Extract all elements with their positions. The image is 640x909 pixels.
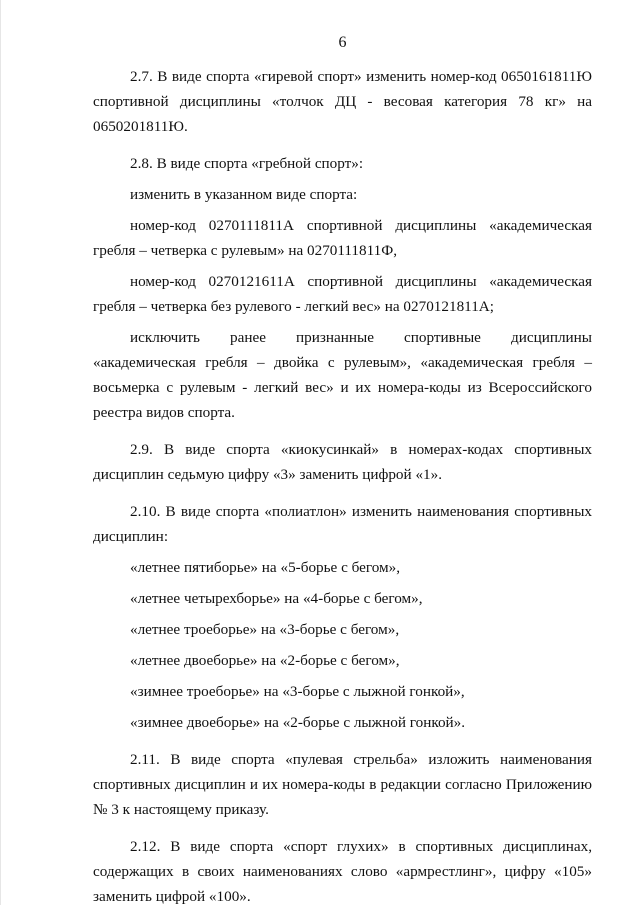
list-item: «зимнее двоеборье» на «2-борье с лыжной гонкой». [130, 714, 466, 731]
list-item: «летнее четырехборье» на «4-борье с бегом», [130, 590, 423, 607]
paragraph-code-change-2: номер-код 0270121611А спортивной дисциплины «академическая гребля – четверка без рулевого - легкий вес» на 0270121811А; [93, 273, 592, 315]
page-number: 6 [338, 34, 347, 51]
paragraph-change-intro: изменить в указанном виде спорта: [130, 186, 358, 203]
list-item: «летнее пятиборье» на «5-борье с бегом», [130, 559, 401, 576]
list-item: «летнее двоеборье» на «2-борье с бегом», [130, 652, 400, 669]
paragraph-exclude: исключить ранее признанные спортивные дисциплины «академическая гребля – двойка с рулевым», «академическая гребля – восьмерка с рулевым - легкий вес» и их номера-коды из Всероссийского реестра видов спорта. [93, 329, 592, 421]
document-body [93, 64, 592, 909]
paragraph-2-8: 2.8. В виде спорта «гребной спорт»: [130, 155, 364, 172]
paragraph-2-10: 2.10. В виде спорта «полиатлон» изменить наименования спортивных дисциплин: [93, 503, 592, 545]
paragraph-2-9: 2.9. В виде спорта «киокусинкай» в номерах-кодах спортивных дисциплин седьмую цифру «3» заменить цифрой «1». [93, 441, 592, 483]
list-item: «зимнее троеборье» на «3-борье с лыжной гонкой», [130, 683, 465, 700]
paragraph-2-11: 2.11. В виде спорта «пулевая стрельба» изложить наименования спортивных дисциплин и их номера-коды в редакции согласно Приложению № 3 к настоящему приказу. [93, 751, 592, 818]
paragraph-2-12: 2.12. В виде спорта «спорт глухих» в спортивных дисциплинах, содержащих в своих наименованиях слово «армрестлинг», цифру «105» заменить цифрой «100». [93, 838, 592, 905]
list-item: «летнее троеборье» на «3-борье с бегом», [130, 621, 400, 638]
paragraph-2-7: 2.7. В виде спорта «гиревой спорт» изменить номер-код 0650161811Ю спортивной дисциплины «толчок ДЦ - весовая категория 78 кг» на 0650201811Ю. [93, 68, 592, 135]
paragraph-code-change-1: номер-код 0270111811А спортивной дисциплины «академическая гребля – четверка с рулевым» на 0270111811Ф, [93, 217, 592, 259]
